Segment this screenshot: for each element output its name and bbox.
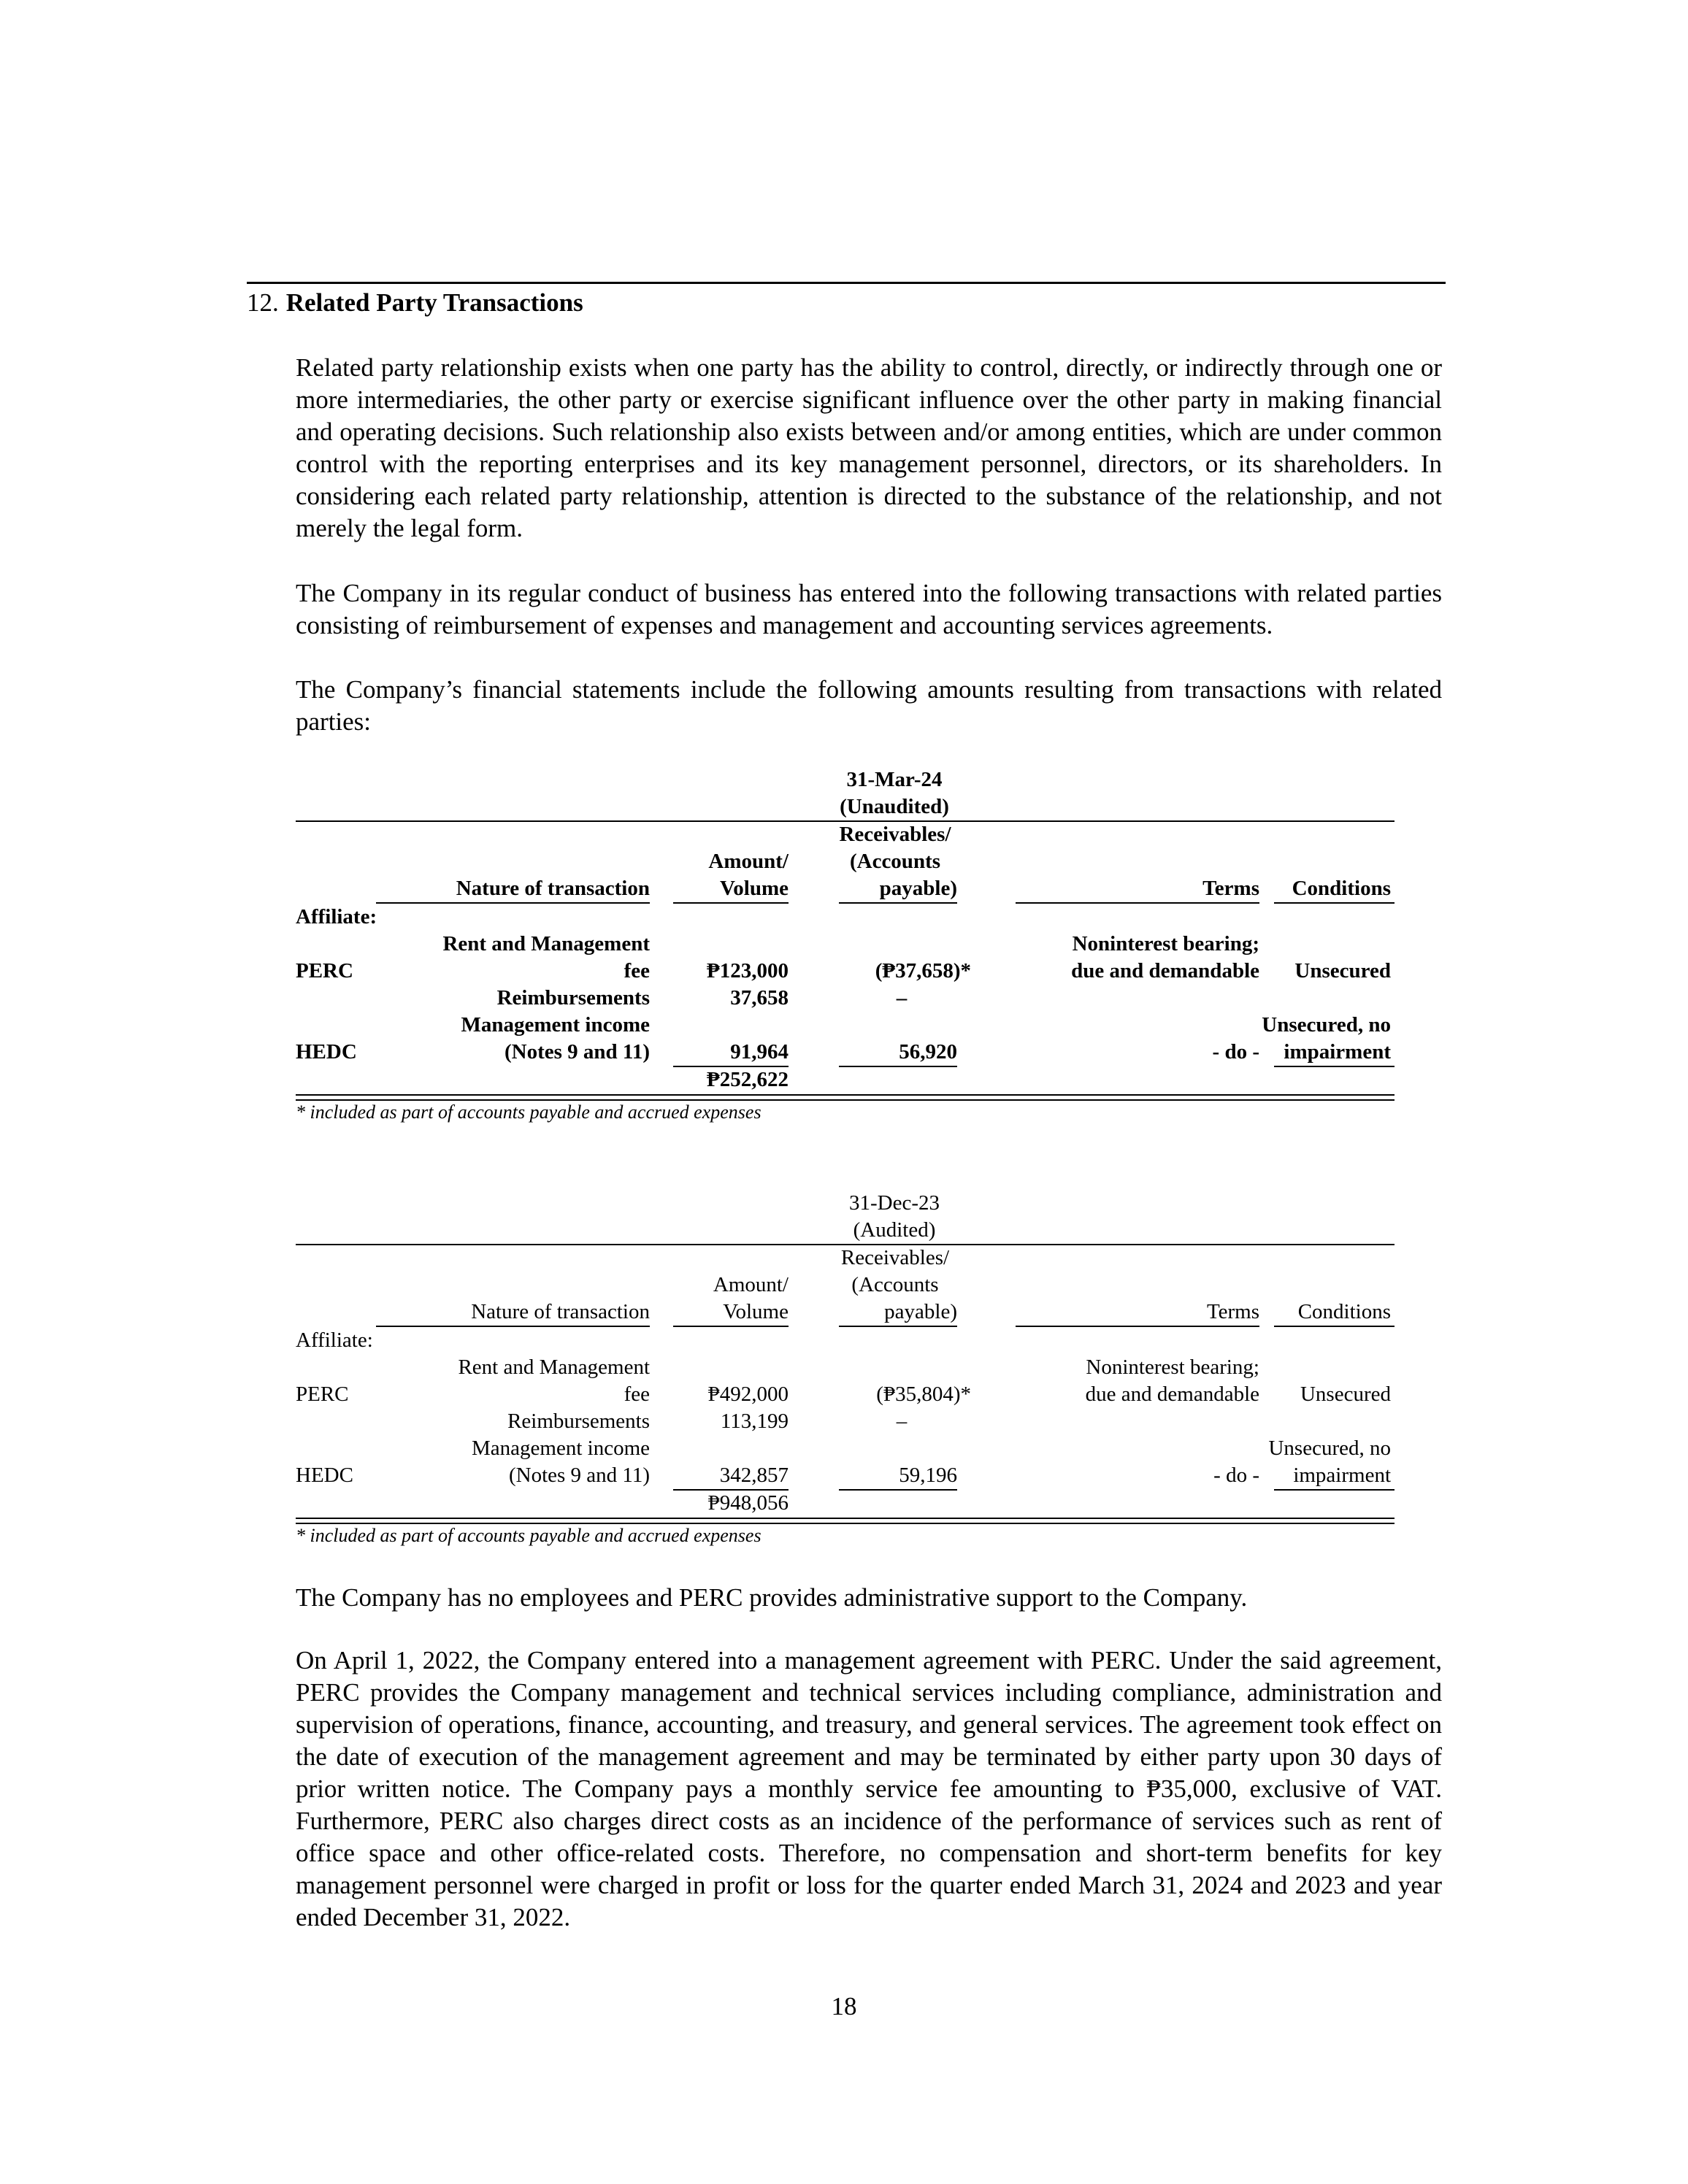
header-rule bbox=[247, 282, 1446, 284]
perc-conditions: Unsecured bbox=[1294, 959, 1391, 983]
perc-terms-cont: due and demandable bbox=[1085, 1383, 1259, 1406]
section-title: Related Party Transactions bbox=[285, 288, 583, 317]
header-underline bbox=[1274, 902, 1394, 904]
hedc-conditions-cont: impairment bbox=[1284, 1040, 1391, 1064]
paragraph-transactions: The Company in its regular conduct of business has entered into the following transactions with related parties consisting of reimbursement of expenses and management and accounting services agreements. bbox=[296, 579, 1442, 639]
page-number: 18 bbox=[831, 1992, 857, 2020]
perc-nature: Rent and Management bbox=[458, 1356, 650, 1379]
section-heading bbox=[247, 287, 583, 319]
table-period: 31-Dec-23 bbox=[848, 1191, 940, 1215]
header-underline bbox=[839, 1326, 957, 1327]
table-status: (Audited) bbox=[853, 1218, 936, 1242]
header-underline bbox=[1016, 902, 1259, 904]
header-volume: Volume bbox=[723, 1300, 789, 1323]
header-terms: Terms bbox=[1206, 1300, 1259, 1323]
perc-nature: Rent and Management bbox=[442, 932, 650, 956]
paragraph-employees: The Company has no employees and PERC provides administrative support to the Company. bbox=[296, 1583, 1248, 1612]
header-amount: Amount/ bbox=[708, 850, 789, 873]
paragraph-amounts-intro: The Company’s financial statements include the following amounts resulting from transactions with related parties: bbox=[296, 675, 1442, 736]
header-nature: Nature of transaction bbox=[456, 877, 650, 900]
related-party-table-2023 bbox=[296, 1190, 1394, 1546]
hedc-terms: - do - bbox=[1212, 1040, 1259, 1064]
header-accounts: (Accounts bbox=[851, 1273, 939, 1296]
section-number: 12. bbox=[247, 288, 279, 317]
table-status: (Unaudited) bbox=[840, 795, 949, 818]
header-terms: Terms bbox=[1202, 877, 1259, 900]
header-underline bbox=[673, 1326, 789, 1327]
header-underline bbox=[1016, 1326, 1259, 1327]
header-nature: Nature of transaction bbox=[471, 1300, 650, 1323]
perc-terms-cont: due and demandable bbox=[1071, 959, 1259, 983]
paragraph-management-agreement: On April 1, 2022, the Company entered into a management agreement with PERC. Under the said agreement, PERC provides the Company management and technical services including compliance, administration and supervision of operations, finance, accounting, and treasury, and general services. The agreement took effect on the date of execution of the management agreement and may be terminated by either party upon 30 days of prior written notice. The Company pays a monthly service fee amounting to ₱35,000, exclusive of VAT. Furthermore, PERC also charges direct costs as an incidence of the performance of services such as rent of office space and other office-related costs. Therefore, no compensation and short-term benefits for key management personnel were charged in profit or loss for the quarter ended March 31, 2024 and 2023 and year ended December 31, 2022. bbox=[296, 1646, 1442, 1931]
hedc-terms: - do - bbox=[1213, 1464, 1259, 1487]
reimbursements-amount: 113,199 bbox=[720, 1410, 789, 1433]
header-accounts: (Accounts bbox=[849, 850, 941, 873]
hedc-name: HEDC bbox=[296, 1040, 357, 1064]
reimbursements-receivable: – bbox=[896, 1410, 908, 1433]
header-underline bbox=[673, 902, 789, 904]
table-total: ₱948,056 bbox=[707, 1491, 789, 1515]
reimbursements-nature: Reimbursements bbox=[507, 1410, 650, 1433]
header-receivables: Receivables/ bbox=[840, 1246, 950, 1269]
affiliate-label: Affiliate: bbox=[296, 905, 377, 928]
paragraph-definition: Related party relationship exists when one party has the ability to control, directly, or indirectly through one or more intermediaries, the other party or exercise significant influence over the other party in making financial and operating decisions. Such relationship also exists between and/or among entities, which are under common control with the reporting enterprises and its key management personnel, directors, or its shareholders. In considering each related party relationship, attention is directed to the substance of the relationship, and not merely the legal form. bbox=[296, 353, 1442, 542]
header-conditions: Conditions bbox=[1292, 877, 1391, 900]
table-period: 31-Mar-24 bbox=[846, 768, 943, 791]
perc-receivable: (₱35,804)* bbox=[876, 1383, 971, 1406]
hedc-nature-cont: (Notes 9 and 11) bbox=[508, 1464, 650, 1487]
header-payable: payable) bbox=[884, 1300, 957, 1323]
related-party-table-2024 bbox=[296, 766, 1394, 1123]
reimbursements-receivable: – bbox=[896, 986, 908, 1010]
hedc-nature-cont: (Notes 9 and 11) bbox=[505, 1040, 650, 1064]
header-payable: payable) bbox=[879, 877, 957, 900]
subtotal-rule bbox=[839, 1489, 957, 1491]
header-amount: Amount/ bbox=[713, 1273, 789, 1296]
perc-receivable: (₱37,658)* bbox=[875, 959, 971, 983]
header-volume: Volume bbox=[720, 877, 789, 900]
hedc-amount: 342,857 bbox=[719, 1464, 789, 1487]
table-footnote: * included as part of accounts payable and accrued expenses bbox=[296, 1101, 761, 1123]
perc-terms: Noninterest bearing; bbox=[1072, 932, 1259, 956]
perc-name: PERC bbox=[296, 1383, 349, 1406]
hedc-nature: Management income bbox=[472, 1437, 650, 1460]
perc-name: PERC bbox=[296, 959, 353, 983]
hedc-conditions: Unsecured, no bbox=[1262, 1013, 1391, 1037]
hedc-name: HEDC bbox=[296, 1464, 353, 1487]
reimbursements-amount: 37,658 bbox=[730, 986, 789, 1010]
hedc-amount: 91,964 bbox=[730, 1040, 789, 1064]
header-underline bbox=[376, 902, 650, 904]
hedc-conditions-cont: impairment bbox=[1293, 1464, 1391, 1487]
subtotal-rule bbox=[839, 1066, 957, 1067]
subtotal-rule bbox=[1274, 1489, 1394, 1491]
subtotal-rule bbox=[1274, 1066, 1394, 1067]
table-total: ₱252,622 bbox=[707, 1068, 789, 1091]
header-underline bbox=[376, 1326, 650, 1327]
reimbursements-nature: Reimbursements bbox=[496, 986, 650, 1010]
perc-nature-cont: fee bbox=[624, 959, 650, 983]
header-underline bbox=[1274, 1326, 1394, 1327]
perc-amount: ₱123,000 bbox=[707, 959, 789, 983]
header-conditions: Conditions bbox=[1297, 1300, 1391, 1323]
hedc-receivable: 59,196 bbox=[899, 1464, 957, 1487]
hedc-nature: Management income bbox=[461, 1013, 650, 1037]
perc-terms: Noninterest bearing; bbox=[1086, 1356, 1259, 1379]
perc-conditions: Unsecured bbox=[1300, 1383, 1391, 1406]
perc-nature-cont: fee bbox=[624, 1383, 650, 1406]
header-receivables: Receivables/ bbox=[839, 823, 951, 846]
table-footnote: * included as part of accounts payable and accrued expenses bbox=[296, 1525, 761, 1546]
hedc-receivable: 56,920 bbox=[899, 1040, 957, 1064]
perc-amount: ₱492,000 bbox=[707, 1383, 789, 1406]
affiliate-label: Affiliate: bbox=[296, 1329, 373, 1352]
header-underline bbox=[839, 902, 957, 904]
hedc-conditions: Unsecured, no bbox=[1268, 1437, 1391, 1460]
